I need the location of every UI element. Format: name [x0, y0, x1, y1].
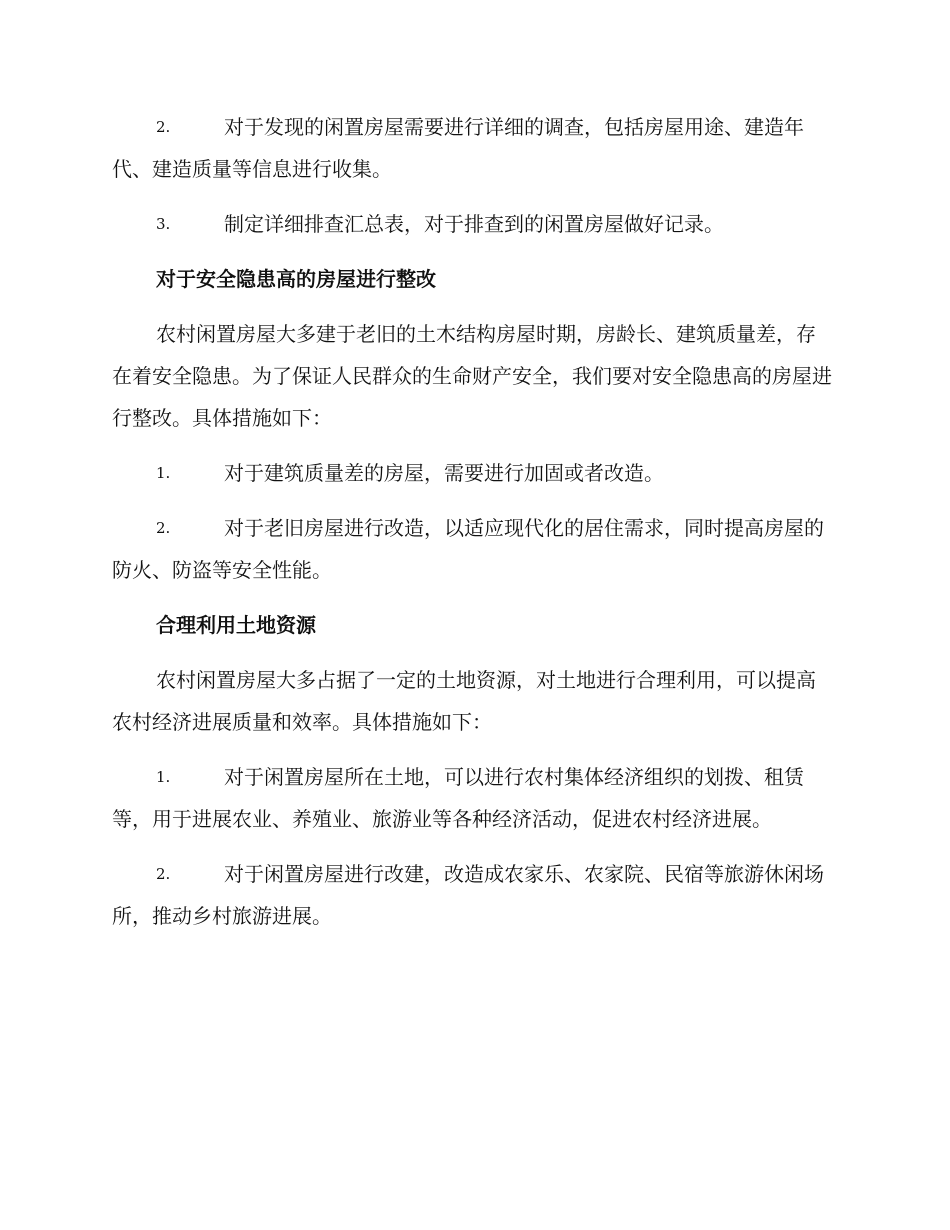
list-text: 对于老旧房屋进行改造，以适应现代化的居住需求，同时提高房屋的防火、防盗等安全性能。	[112, 516, 824, 582]
list-item	[112, 756, 834, 840]
list-item	[112, 203, 834, 245]
list-item	[112, 853, 834, 937]
document-body	[112, 106, 834, 950]
list-number: 2.	[156, 519, 171, 537]
list-number: 1.	[156, 464, 171, 482]
list-text: 对于发现的闲置房屋需要进行详细的调查，包括房屋用途、建造年代、建造质量等信息进行收集。	[112, 115, 804, 181]
list-text: 对于闲置房屋所在土地，可以进行农村集体经济组织的划拨、租赁等，用于进展农业、养殖业、旅游业等各种经济活动，促进农村经济进展。	[112, 765, 804, 831]
list-number: 3.	[156, 215, 171, 233]
section-paragraph: 农村闲置房屋大多占据了一定的土地资源，对土地进行合理利用，可以提高农村经济进展质量和效率。具体措施如下：	[112, 668, 816, 734]
list-item	[112, 106, 834, 190]
section-heading: 对于安全隐患高的房屋进行整改	[156, 267, 436, 291]
section-paragraph: 农村闲置房屋大多建于老旧的土木结构房屋时期，房龄长、建筑质量差，存在着安全隐患。为了保证人民群众的生命财产安全，我们要对安全隐患高的房屋进行整改。具体措施如下：	[112, 322, 832, 430]
list-item	[112, 452, 834, 494]
list-text: 制定详细排查汇总表，对于排查到的闲置房屋做好记录。	[224, 212, 724, 236]
list-text: 对于闲置房屋进行改建，改造成农家乐、农家院、民宿等旅游休闲场所，推动乡村旅游进展。	[112, 862, 824, 928]
list-text: 对于建筑质量差的房屋，需要进行加固或者改造。	[224, 461, 664, 485]
list-item	[112, 507, 834, 591]
section-heading: 合理利用土地资源	[156, 613, 316, 637]
list-number: 2.	[156, 118, 171, 136]
list-number: 2.	[156, 865, 171, 883]
list-number: 1.	[156, 768, 171, 786]
